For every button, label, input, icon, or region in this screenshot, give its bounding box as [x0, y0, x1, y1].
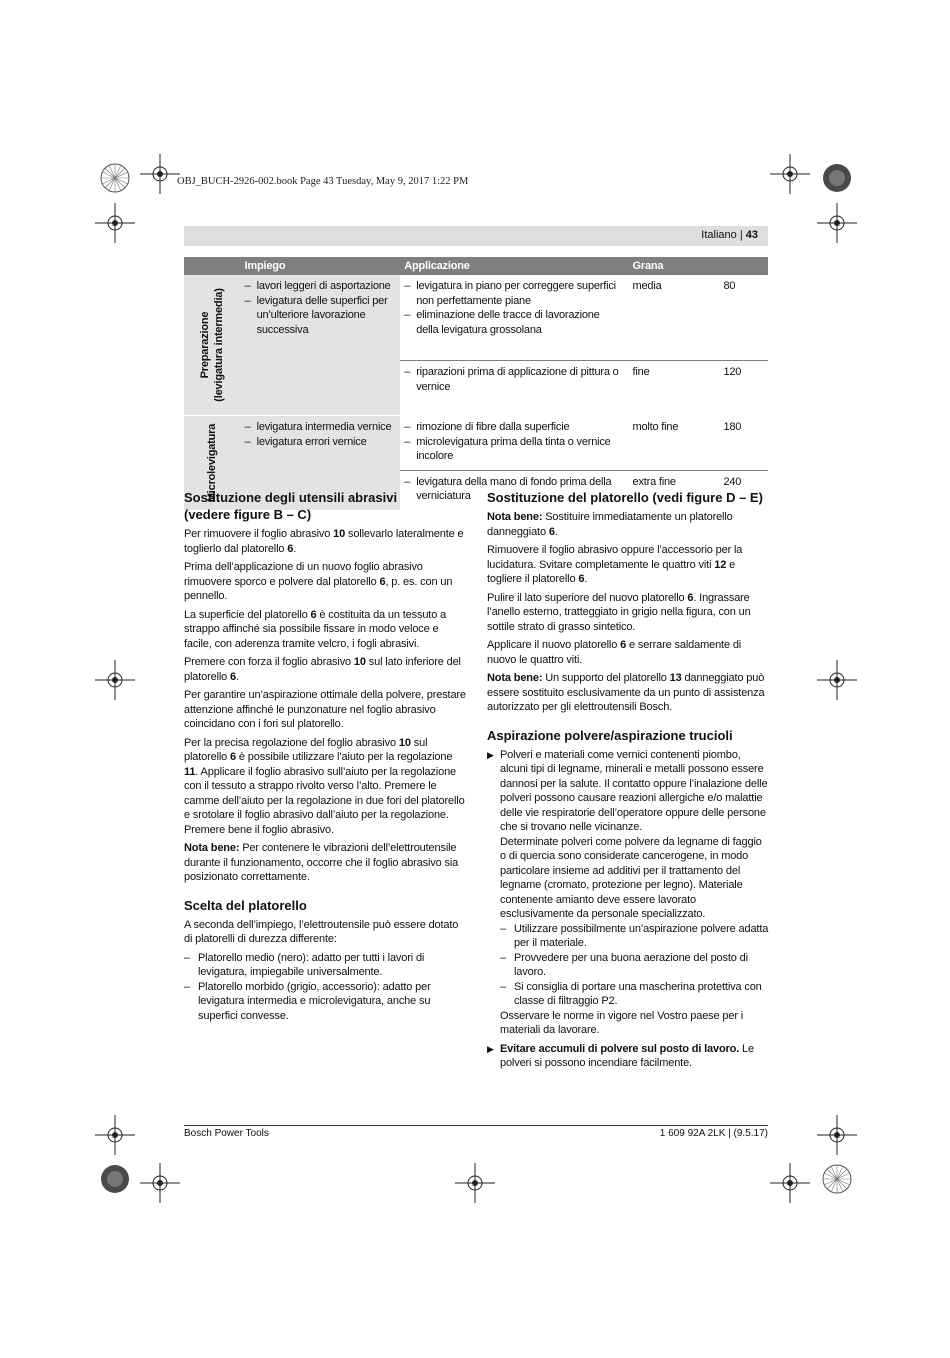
book-info: OBJ_BUCH-2926-002.book Page 43 Tuesday, May 9, 2017 1:22 PM — [177, 176, 469, 187]
list-item: – riparazioni prima di applicazione di pittura o vernice — [404, 366, 619, 393]
right-column — [487, 489, 769, 1075]
application-cell — [400, 275, 628, 361]
grit-cell: media — [632, 280, 662, 292]
grit-cell: extra fine — [629, 470, 720, 510]
note-paragraph: Nota bene: Per contenere le vibrazioni dell’elettroutensile durante il funzionamento, occorre che il foglio abrasivo sia posizionato correttamente. — [184, 842, 459, 883]
grit-table — [184, 257, 768, 510]
crosshair-mark-icon — [455, 1163, 495, 1203]
bullet-arrow-icon: ▶ — [487, 749, 494, 760]
application-cell — [400, 361, 628, 416]
table-header — [184, 257, 241, 275]
registration-mark-icon — [99, 1163, 131, 1195]
header-language: Italiano — [701, 229, 737, 241]
table-row — [184, 416, 768, 471]
paragraph: La superficie del platorello 6 è costituita da un tessuto a strappo affinché sia possibile fissare in modo veloce e facile, con aderenza tramite velcro, i fogli abrasivi. — [184, 608, 447, 650]
list-item: – levigatura errori vernice — [244, 435, 367, 448]
table-header: Grana — [629, 257, 720, 275]
grit-cell: fine — [629, 361, 720, 416]
list-item: – levigatura intermedia vernice — [244, 421, 392, 433]
list-item: – Provvedere per una buona aerazione del posto di lavoro. — [500, 951, 748, 978]
grit-number: 180 — [719, 416, 768, 471]
crosshair-mark-icon — [140, 154, 180, 194]
list-item: – eliminazione delle tracce di lavorazione della levigatura grossolana — [404, 309, 600, 336]
note-paragraph: Nota bene: Un supporto del platorello 13 danneggiato può essere sostituito esclusivamente da un punto di assistenza autorizzato per gli elettroutensili Bosch. — [487, 672, 765, 713]
table-row — [184, 275, 768, 361]
section-title: Sostituzione degli utensili abrasivi (vedere figure B – C) — [184, 490, 398, 522]
list-item: – levigatura in piano per correggere superfici non perfettamente piane — [404, 280, 616, 307]
table-header: Applicazione — [400, 257, 628, 275]
footer-code: 1 609 92A 2LK | (9.5.17) — [659, 1128, 768, 1139]
table-header-row — [184, 257, 768, 275]
warning-item — [487, 1042, 769, 1071]
paragraph: Prima dell’applicazione di un nuovo foglio abrasivo rimuovere sporco e polvere dal platorello 6, p. es. con un pennello. — [184, 561, 453, 602]
list-item: – levigatura della mano di fondo prima della verniciatura — [404, 475, 612, 502]
paragraph: Pulire il lato superiore del nuovo platorello 6. Ingrassare l’anello esterno, tratteggiato in grigio nella figura, con un sottile strato di grasso sintetico. — [487, 591, 751, 633]
list-item: – Platorello medio (nero): adatto per tutti i lavori di levigatura, impiegabile universalmente. — [184, 951, 425, 978]
list-item: – Si consiglia di portare una mascherina protettiva con classe di filtraggio P2. — [500, 980, 762, 1007]
list-item: – lavori leggeri di asportazione — [244, 280, 391, 292]
note-paragraph: Nota bene: Sostituire immediatamente un platorello danneggiato 6. — [487, 511, 733, 538]
section-title: Sostituzione del platorello (vedi figure D – E) — [487, 490, 763, 505]
paragraph: Rimuovere il foglio abrasivo oppure l’accessorio per la lucidatura. Svitare completamente le quattro viti 12 e togliere il platorello 6. — [487, 544, 743, 585]
page-number: 43 — [745, 229, 758, 241]
grit-number: 120 — [719, 361, 768, 416]
warning-body: Polveri e materiali come vernici contenenti piombo, alcuni tipi di legname, minerali e metalli possono essere dannosi per la salute. Il contatto oppure l’inalazione delle polveri possono causare reazioni allergiche e/o malattie delle vie respiratorie dell’operatore oppure delle persone che si trovano nelle vicinanze. Determinate polveri come polvere da legname di faggio o di quercia sono considerate cancerogene, in modo particolare insieme ad additivi per il trattamento del legname (cromato, protezione per legno). Materiale contenente amianto deve essere lavorato esclusivamente da personale specializzato. – Utilizzare possibilmente un’aspirazione polvere adatta per il materiale. – Provvedere per una buona aerazione del posto di lavoro. – Si consiglia di portare una mascherina protettiva con classe di filtraggio P2. Osservare le norme in vigore nel Vostro paese per i materiali da lavorare. — [500, 748, 769, 1036]
list-item: – Platorello morbido (grigio, accessorio): adatto per levigatura intermedia e microlevigatura, anche su superfici convesse. — [184, 980, 431, 1022]
footer-brand: Bosch Power Tools — [184, 1128, 269, 1139]
header-separator: | — [736, 229, 746, 241]
table-header: Impiego — [241, 257, 401, 275]
crosshair-mark-icon — [140, 1163, 180, 1203]
grit-number: 240 — [719, 470, 768, 510]
footer-divider — [184, 1125, 768, 1126]
crosshair-mark-icon — [770, 154, 810, 194]
list-item: – rimozione di fibre dalla superficie — [404, 421, 570, 433]
category-label: Preparazione (levigatura intermedia) — [199, 288, 226, 402]
crosshair-mark-icon — [95, 203, 135, 243]
bullet-arrow-icon: ▶ — [487, 1043, 494, 1054]
usage-cell — [241, 275, 401, 416]
table-header — [719, 257, 768, 275]
paragraph: Premere con forza il foglio abrasivo 10 sul lato inferiore del platorello 6. — [184, 656, 461, 683]
list-item: – microlevigatura prima della tinta o vernice incolore — [404, 435, 611, 462]
warning-body: Evitare accumuli di polvere sul posto di lavoro. Le polveri si possono incendiare facilmente. — [500, 1042, 754, 1069]
paragraph: Per rimuovere il foglio abrasivo 10 sollevarlo lateralmente e toglierlo dal platorello 6. — [184, 528, 464, 555]
category-cell — [184, 275, 241, 416]
registration-mark-icon — [821, 162, 853, 194]
grit-cell: molto fine — [629, 416, 720, 471]
list-item: – levigatura delle superfici per un’ulteriore lavorazione successiva — [244, 294, 388, 336]
paragraph: Per la precisa regolazione del foglio abrasivo 10 sul platorello 6 è possibile utilizzare l’aiuto per la regolazione 11. Applicare il foglio abrasivo sull’aiuto per la regolazione con il tessuto a strappo rivolto verso l’alto. Premere le camme dell’aiuto per la regolazione in due fori del platorello e srotolare il foglio abrasivo dall’aiuto per la regolazione. Premere bene il foglio abrasivo. — [184, 736, 465, 836]
paragraph: A seconda dell’impiego, l’elettroutensile può essere dotato di platorelli di durezza differente: — [184, 918, 459, 945]
warning-item — [487, 748, 769, 1038]
crosshair-mark-icon — [770, 1163, 810, 1203]
grit-number: 80 — [723, 280, 736, 292]
left-column — [184, 489, 466, 1023]
section-title: Scelta del platorello — [184, 897, 307, 913]
registration-mark-icon — [821, 1163, 853, 1195]
list-item: – Utilizzare possibilmente un’aspirazione polvere adatta per il materiale. — [500, 922, 769, 949]
crosshair-mark-icon — [95, 1115, 135, 1155]
section-title: Aspirazione polvere/aspirazione trucioli — [487, 727, 733, 743]
page-header — [184, 226, 768, 246]
category-label: Microlevigatura — [206, 423, 219, 502]
application-cell — [400, 416, 628, 471]
crosshair-mark-icon — [817, 1115, 857, 1155]
registration-mark-icon — [99, 162, 131, 194]
crosshair-mark-icon — [817, 660, 857, 700]
header-text — [701, 229, 758, 241]
paragraph: Applicare il nuovo platorello 6 e serrare saldamente di nuovo le quattro viti. — [487, 639, 742, 666]
crosshair-mark-icon — [817, 203, 857, 243]
crosshair-mark-icon — [95, 660, 135, 700]
paragraph: Per garantire un’aspirazione ottimale della polvere, prestare attenzione affinché le punzonature nel foglio abrasivo coincidano con i fori sul platorello. — [184, 689, 466, 730]
